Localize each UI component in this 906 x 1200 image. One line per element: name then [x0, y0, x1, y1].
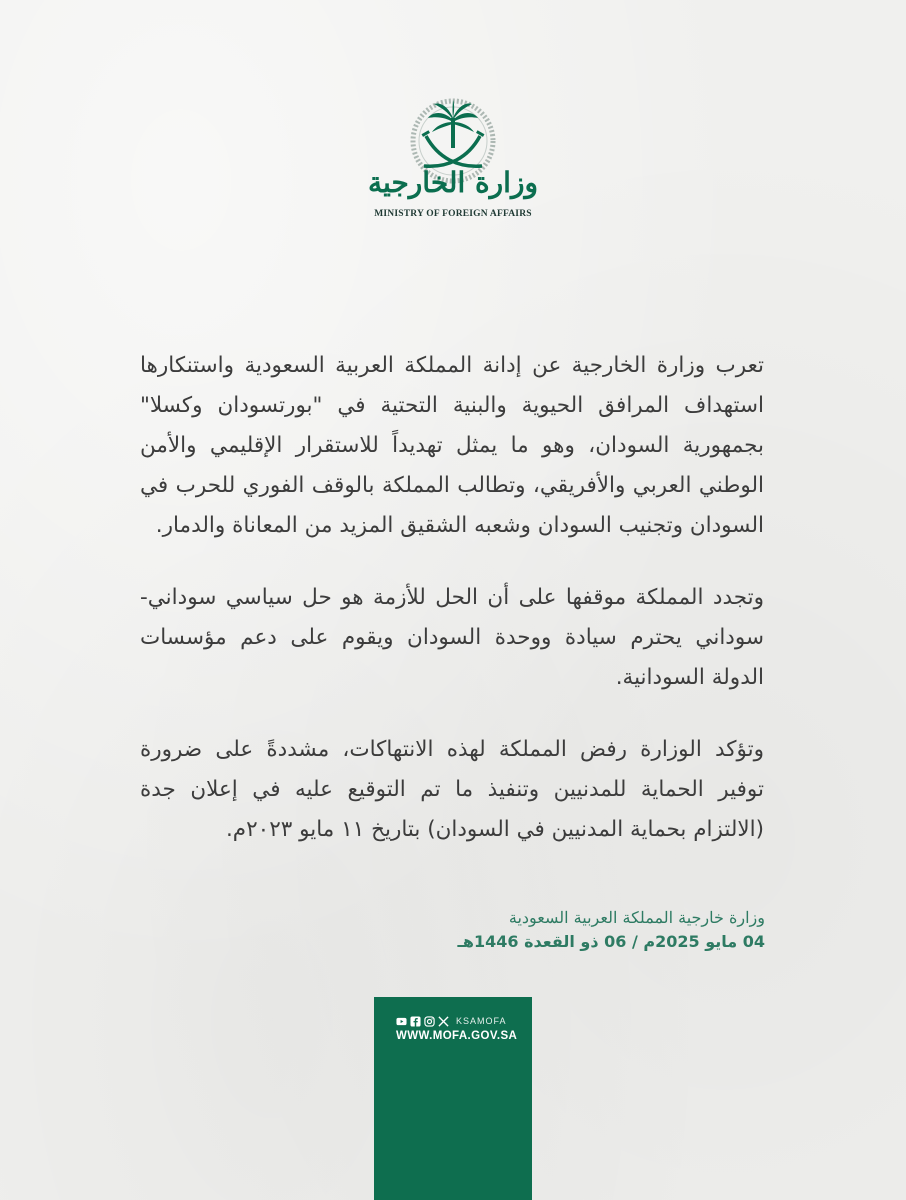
issuer-name: وزارة خارجية المملكة العربية السعودية [508, 908, 765, 927]
website-link[interactable]: WWW.MOFA.GOV.SA [396, 1030, 518, 1042]
youtube-icon[interactable] [396, 1016, 407, 1027]
ministry-name-arabic: وزارة الخارجية [368, 166, 538, 199]
signature-block [250, 906, 765, 954]
facebook-icon[interactable] [410, 1016, 421, 1027]
social-handle[interactable]: KSAMOFA [456, 1016, 507, 1026]
statement-paragraph: تعرب وزارة الخارجية عن إدانة المملكة العربية السعودية واستنكارها استهداف المرافق الحيوية والبنية التحتية في "بورتسودان وكسلا" بجمهورية السودان، وهو ما يمثل تهديداً للاستقرار الإقليمي والأمن الوطني العربي والأفريقي، وتطالب المملكة بالوقف الفوري للحرب في السودان وتجنيب السودان وشعبه الشقيق المزيد من المعاناة والدمار. [140, 353, 764, 538]
ministry-name-english: MINISTRY OF FOREIGN AFFAIRS [374, 209, 532, 219]
statement-paragraph: وتجدد المملكة موقفها على أن الحل للأزمة هو حل سياسي سوداني-سوداني يحترم سيادة ووحدة السودان ويقوم على دعم مؤسسات الدولة السودانية. [140, 585, 764, 690]
issue-date: 04 مايو 2025م / 06 ذو القعدة 1446هـ [457, 932, 765, 951]
instagram-icon[interactable] [424, 1016, 435, 1027]
footer-banner [374, 997, 532, 1200]
statement-paragraph: وتؤكد الوزارة رفض المملكة لهذه الانتهاكات، مشددةً على ضرورة توفير الحماية للمدنيين وتنفيذ ما تم التوقيع عليه في إعلان جدة (الالتزام بحماية المدنيين في السودان) بتاريخ ١١ مايو ٢٠٢٣م. [140, 737, 764, 842]
social-bar [396, 1014, 516, 1028]
x-icon[interactable] [438, 1016, 449, 1027]
